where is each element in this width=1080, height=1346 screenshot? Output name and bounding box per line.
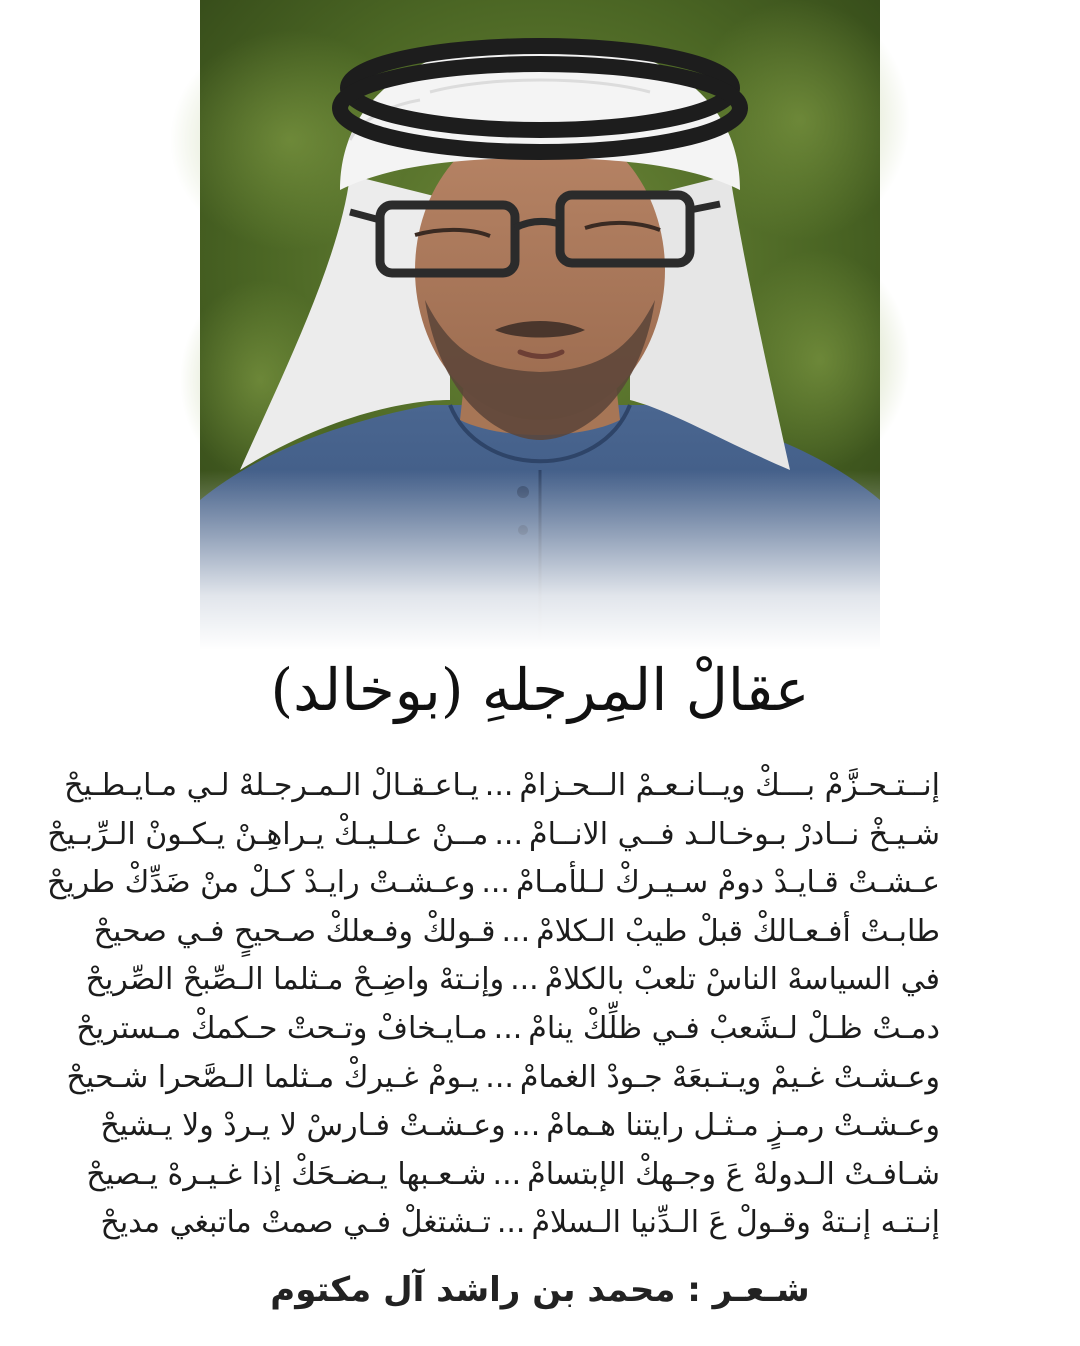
verse-separator: ... [485, 1059, 514, 1095]
verse-line [64, 762, 940, 811]
verse-second-hemistich: يـاعـقـالْ الـمـرجـلهْ لـي مـايـطـيحْ [64, 768, 479, 803]
verse-line [47, 811, 940, 860]
verse-second-hemistich: يـومْ غـيركْ مـثلما الـصَّحرا شـحيحْ [66, 1059, 480, 1095]
verse-second-hemistich: تـشتغلْ فـي صمتْ ماتبغي مديحْ [100, 1205, 491, 1241]
verse-second-hemistich: مــنْ عـلـيـكْ يـراهِـنْ يـكـونْ الـرِّبـيحْ [47, 816, 489, 852]
poem-title: عقالْ المِرجلهِ (بوخالد) [270, 656, 810, 724]
verse-first-hemistich: شـيـخْ نــادرْ بـوخـالـد فــي الانــامْ [529, 816, 940, 852]
verse-first-hemistich: طابـتْ أفـعـالكْ قبلْ طيبْ الـكلامْ [536, 913, 940, 949]
verse-separator: ... [510, 962, 539, 998]
verse-separator: ... [511, 1108, 541, 1144]
verse-first-hemistich: في السياسهْ الناسْ تلعبْ بالكلامْ [544, 962, 940, 998]
verse-line [93, 908, 940, 957]
verse-line [85, 956, 940, 1005]
verse-separator: ... [496, 1205, 526, 1241]
verse-first-hemistich: دمـتْ ظـلْ لـشَعبْ فـي ظلِّكْ ينامْ [528, 1010, 940, 1046]
verse-second-hemistich: وعـشـتْ فـارسْ لا يـردْ ولا يـشيحْ [100, 1108, 506, 1144]
verse-first-hemistich: إنــتـحـزَّمْ بـــكْ ويــانـعـمْ الــحـزامْ [519, 768, 940, 803]
verse-line [100, 1102, 940, 1151]
verse-separator: ... [493, 1010, 523, 1046]
verse-separator: ... [494, 816, 523, 852]
verse-separator: ... [492, 1156, 522, 1192]
verse-line [46, 859, 940, 908]
verse-second-hemistich: شـعـبها يـضـحَكْ إذا غـيـرهْ يـصيحْ [86, 1156, 487, 1192]
verse-second-hemistich: وعـشـتْ رايـدْ كـلْ منْ ضَدِّكْ طريحْ [46, 865, 476, 901]
verse-first-hemistich: وعـشـتْ رمـزٍ مـثـل رايتنا هـمامْ [546, 1108, 940, 1144]
photo-fade [200, 470, 880, 650]
verse-first-hemistich: شـافـتْ الـدولهْ عَ وجـهكْ الإبتسامْ [527, 1156, 940, 1192]
verse-first-hemistich: إنـتـه إنـتهْ وقـولْ عَ الـدِّنيا الـسلامْ [531, 1205, 940, 1241]
verse-first-hemistich: عـشـتْ قـايـدْ دومْ سـيـركْ لـلأمـامْ [515, 865, 940, 901]
verse-line [100, 1199, 940, 1248]
verse-separator: ... [484, 768, 514, 803]
poem-body [46, 762, 940, 1248]
verse-line [66, 1054, 940, 1103]
verse-line [86, 1151, 940, 1200]
portrait-photo [200, 0, 880, 650]
verse-second-hemistich: مـايـخافْ وتـحتْ حـكمكْ مـستريحْ [76, 1010, 488, 1046]
poem-author: شـعـر : محمد بن راشد آل مكتوم [270, 1270, 810, 1310]
verse-separator: ... [501, 913, 531, 949]
verse-first-hemistich: وعـشـتْ غـيمْ ويـتـبعَهْ جـودْ الغمامْ [519, 1059, 940, 1095]
verse-separator: ... [481, 865, 510, 901]
verse-second-hemistich: قـولكْ وفـعلكْ صـحيحٍ فـي صحيحْ [93, 913, 496, 949]
verse-line [76, 1005, 940, 1054]
verse-second-hemistich: وإنـتهْ واضِـحْ مـثلما الـصِّبحْ الصِّريحْ [85, 962, 505, 998]
